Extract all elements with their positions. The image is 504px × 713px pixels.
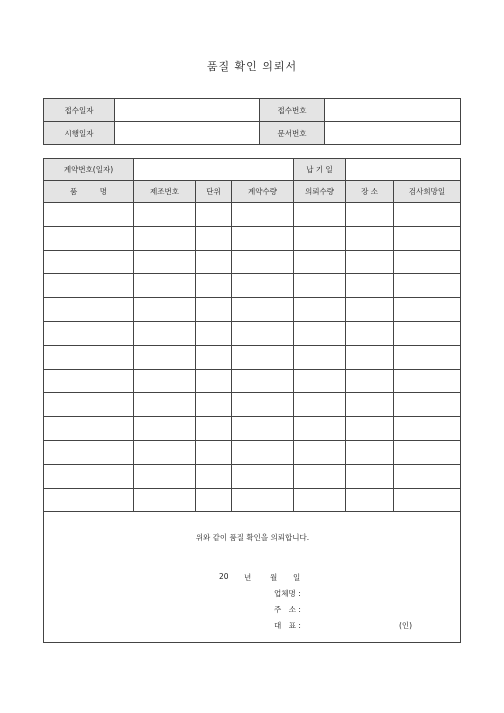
table-cell[interactable] bbox=[294, 393, 346, 417]
table-row bbox=[44, 203, 461, 227]
table-cell[interactable] bbox=[294, 203, 346, 227]
table-cell[interactable] bbox=[346, 345, 394, 369]
table-cell[interactable] bbox=[232, 488, 294, 512]
table-cell[interactable] bbox=[294, 226, 346, 250]
date-prefix: 20 bbox=[219, 572, 229, 582]
table-cell[interactable] bbox=[44, 369, 134, 393]
table-cell[interactable] bbox=[232, 250, 294, 274]
table-cell[interactable] bbox=[196, 393, 232, 417]
seal-mark: (인) bbox=[399, 621, 413, 631]
table-cell[interactable] bbox=[44, 321, 134, 345]
column-header-contract-qty: 계약수량 bbox=[232, 181, 294, 203]
table-cell[interactable] bbox=[394, 464, 461, 488]
table-cell[interactable] bbox=[394, 440, 461, 464]
issue-date-label: 시행일자 bbox=[44, 122, 115, 145]
contract-number-field[interactable] bbox=[134, 159, 294, 181]
date-day-label: 일 bbox=[293, 573, 301, 583]
table-cell[interactable] bbox=[134, 226, 196, 250]
table-cell[interactable] bbox=[346, 417, 394, 441]
column-header-location: 장 소 bbox=[346, 181, 394, 203]
table-cell[interactable] bbox=[232, 203, 294, 227]
table-row bbox=[44, 298, 461, 322]
table-row bbox=[44, 440, 461, 464]
table-cell[interactable] bbox=[196, 274, 232, 298]
table-cell[interactable] bbox=[44, 203, 134, 227]
table-cell[interactable] bbox=[394, 298, 461, 322]
table-cell[interactable] bbox=[196, 440, 232, 464]
doc-number-field[interactable] bbox=[325, 122, 461, 145]
table-cell[interactable] bbox=[346, 203, 394, 227]
table-cell[interactable] bbox=[394, 274, 461, 298]
request-footer bbox=[44, 512, 461, 643]
request-statement: 위와 같이 품질 확인을 의뢰합니다. bbox=[195, 533, 310, 543]
table-cell[interactable] bbox=[346, 369, 394, 393]
table-cell[interactable] bbox=[232, 345, 294, 369]
table-cell[interactable] bbox=[394, 345, 461, 369]
table-cell[interactable] bbox=[346, 321, 394, 345]
table-row bbox=[44, 393, 461, 417]
table-cell[interactable] bbox=[134, 369, 196, 393]
column-header-unit: 단위 bbox=[196, 181, 232, 203]
table-cell[interactable] bbox=[134, 298, 196, 322]
table-cell[interactable] bbox=[232, 393, 294, 417]
table-cell[interactable] bbox=[134, 440, 196, 464]
column-header-serial: 제조번호 bbox=[134, 181, 196, 203]
table-cell[interactable] bbox=[44, 274, 134, 298]
table-cell[interactable] bbox=[394, 226, 461, 250]
table-cell[interactable] bbox=[294, 298, 346, 322]
table-cell[interactable] bbox=[346, 274, 394, 298]
table-cell[interactable] bbox=[232, 298, 294, 322]
table-cell[interactable] bbox=[134, 488, 196, 512]
table-cell[interactable] bbox=[394, 250, 461, 274]
table-cell[interactable] bbox=[196, 464, 232, 488]
table-cell[interactable] bbox=[294, 369, 346, 393]
representative-label: 대 표 : bbox=[274, 621, 301, 631]
receipt-info-table bbox=[43, 98, 461, 145]
table-cell[interactable] bbox=[394, 321, 461, 345]
table-cell[interactable] bbox=[232, 464, 294, 488]
table-cell[interactable] bbox=[232, 440, 294, 464]
table-cell[interactable] bbox=[294, 440, 346, 464]
table-cell[interactable] bbox=[134, 321, 196, 345]
received-date-label: 접수일자 bbox=[44, 99, 115, 122]
table-cell[interactable] bbox=[232, 226, 294, 250]
date-month-label: 월 bbox=[270, 573, 278, 583]
table-cell[interactable] bbox=[196, 345, 232, 369]
table-cell[interactable] bbox=[44, 345, 134, 369]
column-header-request-qty: 의뢰수량 bbox=[294, 181, 346, 203]
table-row bbox=[44, 417, 461, 441]
delivery-date-label: 납 기 일 bbox=[294, 159, 346, 181]
table-row bbox=[44, 274, 461, 298]
table-cell[interactable] bbox=[196, 321, 232, 345]
table-cell[interactable] bbox=[134, 464, 196, 488]
table-cell[interactable] bbox=[196, 298, 232, 322]
received-number-field[interactable] bbox=[325, 99, 461, 122]
table-cell[interactable] bbox=[134, 393, 196, 417]
table-cell[interactable] bbox=[134, 417, 196, 441]
table-cell[interactable] bbox=[346, 464, 394, 488]
table-cell[interactable] bbox=[346, 226, 394, 250]
table-cell[interactable] bbox=[196, 250, 232, 274]
table-cell[interactable] bbox=[294, 274, 346, 298]
table-cell[interactable] bbox=[134, 250, 196, 274]
table-cell[interactable] bbox=[196, 417, 232, 441]
date-year-label: 년 bbox=[244, 573, 252, 583]
table-cell[interactable] bbox=[394, 417, 461, 441]
table-cell[interactable] bbox=[44, 250, 134, 274]
table-cell[interactable] bbox=[134, 274, 196, 298]
table-cell[interactable] bbox=[44, 440, 134, 464]
table-cell[interactable] bbox=[294, 488, 346, 512]
table-cell[interactable] bbox=[134, 203, 196, 227]
table-cell[interactable] bbox=[196, 203, 232, 227]
table-cell[interactable] bbox=[196, 226, 232, 250]
table-cell[interactable] bbox=[232, 274, 294, 298]
table-row bbox=[44, 488, 461, 512]
table-cell[interactable] bbox=[294, 250, 346, 274]
table-cell[interactable] bbox=[232, 417, 294, 441]
table-cell[interactable] bbox=[44, 393, 134, 417]
table-cell[interactable] bbox=[346, 298, 394, 322]
table-cell[interactable] bbox=[346, 250, 394, 274]
table-cell[interactable] bbox=[394, 203, 461, 227]
table-cell[interactable] bbox=[44, 298, 134, 322]
table-row bbox=[44, 345, 461, 369]
request-table bbox=[43, 158, 461, 643]
table-cell[interactable] bbox=[294, 464, 346, 488]
column-header-inspection-date: 검사희망일 bbox=[394, 181, 461, 203]
table-cell[interactable] bbox=[394, 393, 461, 417]
table-cell[interactable] bbox=[394, 488, 461, 512]
table-cell[interactable] bbox=[294, 345, 346, 369]
table-cell[interactable] bbox=[394, 369, 461, 393]
table-cell[interactable] bbox=[346, 440, 394, 464]
table-cell[interactable] bbox=[232, 321, 294, 345]
table-cell[interactable] bbox=[232, 369, 294, 393]
table-cell[interactable] bbox=[294, 417, 346, 441]
delivery-date-field[interactable] bbox=[346, 159, 461, 181]
table-row bbox=[44, 464, 461, 488]
company-label: 업체명 : bbox=[274, 589, 301, 599]
table-row bbox=[44, 250, 461, 274]
table-row bbox=[44, 226, 461, 250]
table-cell[interactable] bbox=[346, 393, 394, 417]
table-cell[interactable] bbox=[44, 417, 134, 441]
received-number-label: 접수번호 bbox=[260, 99, 325, 122]
table-cell[interactable] bbox=[44, 464, 134, 488]
table-cell[interactable] bbox=[44, 488, 134, 512]
table-cell[interactable] bbox=[196, 369, 232, 393]
table-cell[interactable] bbox=[44, 226, 134, 250]
table-cell[interactable] bbox=[134, 345, 196, 369]
table-row bbox=[44, 369, 461, 393]
received-date-field[interactable] bbox=[115, 99, 260, 122]
table-cell[interactable] bbox=[346, 488, 394, 512]
contract-number-label: 계약번호(일자) bbox=[44, 159, 134, 181]
address-label: 주 소 : bbox=[274, 605, 301, 615]
table-cell[interactable] bbox=[294, 321, 346, 345]
document-title: 품질 확인 의뢰서 bbox=[206, 60, 298, 73]
doc-number-label: 문서번호 bbox=[260, 122, 325, 145]
table-row bbox=[44, 321, 461, 345]
issue-date-field[interactable] bbox=[115, 122, 260, 145]
column-header-item-name: 품 명 bbox=[44, 181, 134, 203]
table-cell[interactable] bbox=[196, 488, 232, 512]
